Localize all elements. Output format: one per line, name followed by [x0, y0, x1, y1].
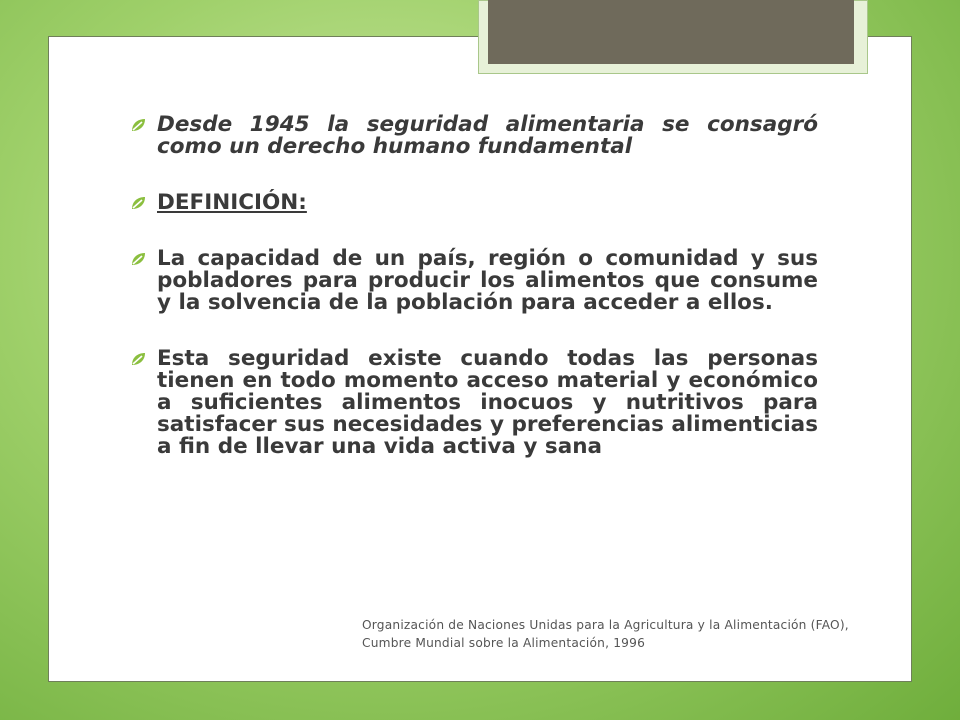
- bullet-item: [130, 348, 818, 458]
- bullet-item: [130, 114, 818, 158]
- bullet-text: DEFINICIÓN:: [157, 190, 307, 215]
- leaf-bullet-icon: [130, 195, 146, 211]
- title-placeholder-tab: [488, 0, 854, 64]
- bullet-text: La capacidad de un país, región o comunidad y sus pobladores para producir los alimentos que consume y la solvencia de la población para acceder a ellos.: [157, 246, 818, 315]
- leaf-bullet-icon: [130, 351, 146, 367]
- bullet-item: [130, 248, 818, 314]
- slide-content: [130, 114, 818, 458]
- bullet-text: Desde 1945 la seguridad alimentaria se consagró como un derecho humano fundamental: [157, 112, 818, 159]
- source-citation: Organización de Naciones Unidas para la Agricultura y la Alimentación (FAO), Cumbre Mundial sobre la Alimentación, 1996: [362, 618, 849, 650]
- bullet-item: [130, 192, 818, 214]
- leaf-bullet-icon: [130, 251, 146, 267]
- leaf-bullet-icon: [130, 117, 146, 133]
- bullet-text: Esta seguridad existe cuando todas las personas tienen en todo momento acceso material y económico a suficientes alimentos inocuos y nutritivos para satisfacer sus necesidades y preferencias alimenticias a fin de llevar una vida activa y sana: [157, 346, 818, 459]
